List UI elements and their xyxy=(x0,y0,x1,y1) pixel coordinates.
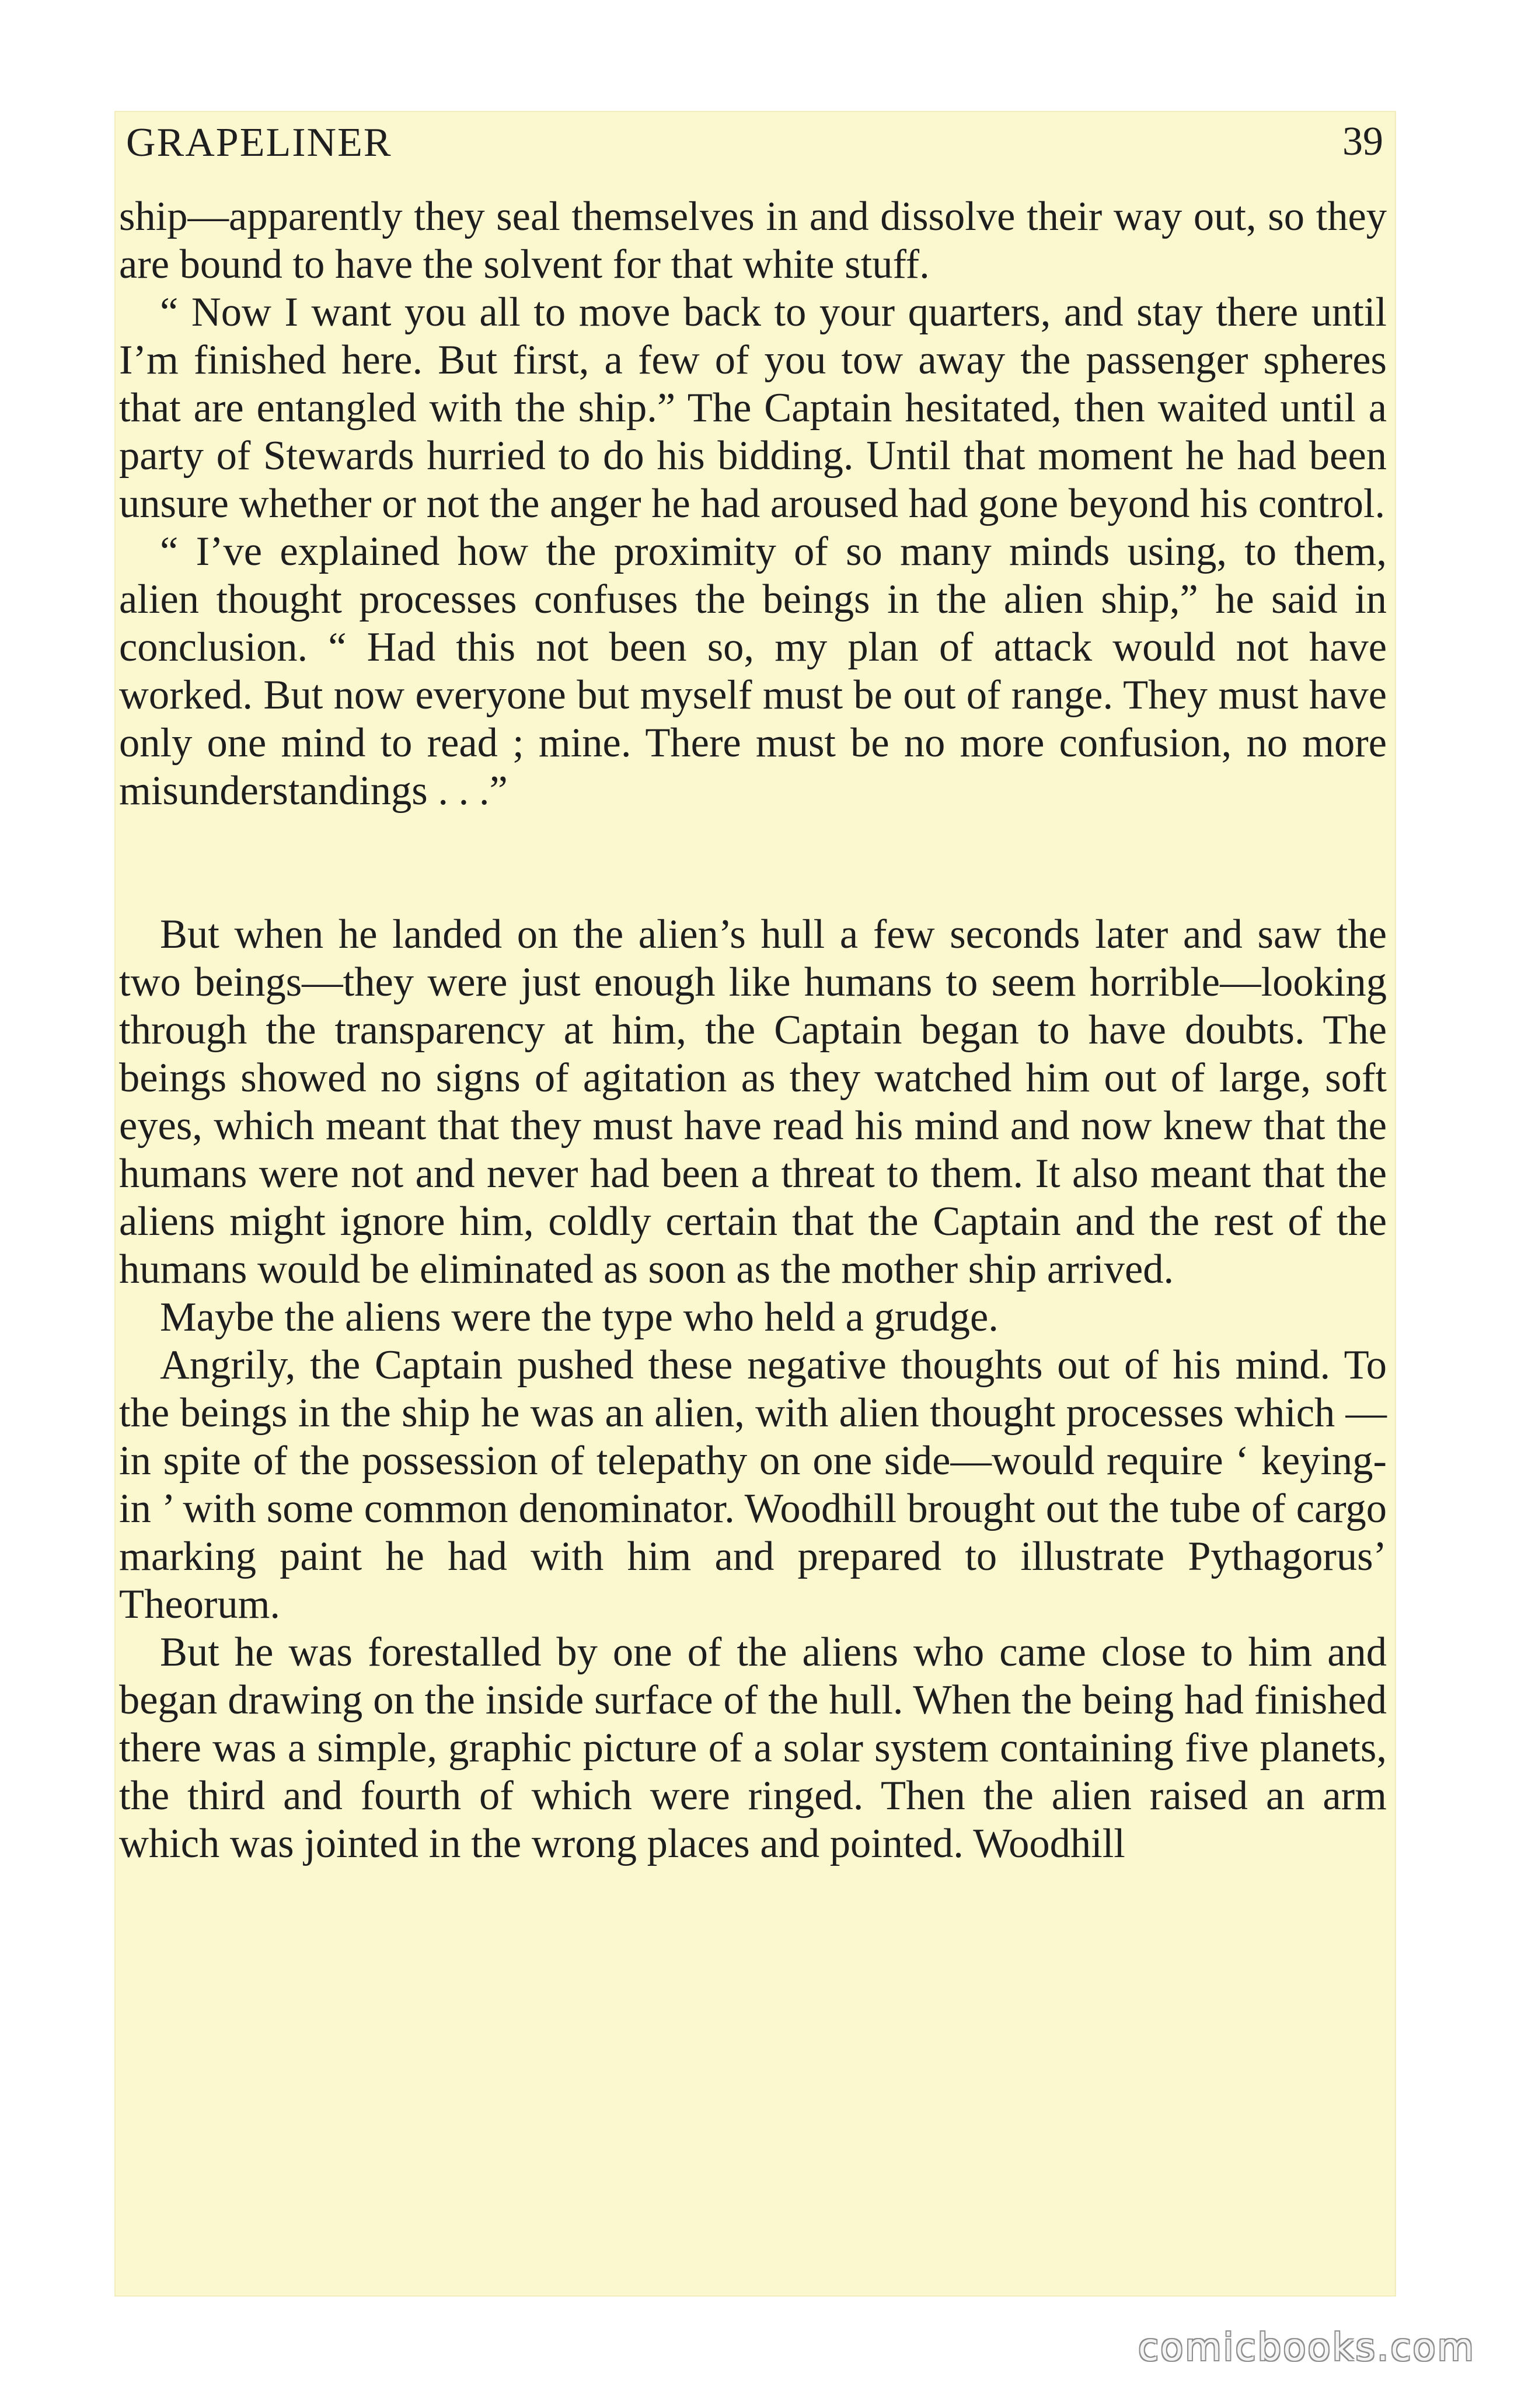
book-page xyxy=(114,111,1396,2297)
section-break xyxy=(119,815,1387,910)
paragraph-3: “ I’ve explained how the proximity of so many minds using, to them, alien thought processes confuses the beings in the alien ship,” he said in conclusion. “ Had this not been so, my plan of attack would not have worked. But now everyone but myself must be out of range. They must have only one mind to read ; mine. There must be no more confusion, no more misunderstandings . . .” xyxy=(119,529,1387,814)
paragraph-5: Maybe the aliens were the type who held a grudge. xyxy=(160,1294,999,1340)
running-title: GRAPELINER xyxy=(126,120,392,165)
body-text xyxy=(119,193,1387,1868)
paragraph-7: But he was forestalled by one of the aliens who came close to him and began drawing on the inside surface of the hull. When the being had finished there was a simple, graphic picture of a solar system containing five planets, the third and fourth of which were ringed. Then the alien raised an arm which was jointed in the wrong places and pointed. Woodhill xyxy=(119,1629,1387,1866)
page-number: 39 xyxy=(1342,119,1383,164)
paragraph-1: ship—apparently they seal themselves in and dissolve their way out, so they are bound to have the solvent for that white stuff. xyxy=(119,194,1387,287)
running-head xyxy=(126,116,1383,186)
paragraph-2: “ Now I want you all to move back to your quarters, and stay there until I’m finished here. But first, a few of you tow away the passenger spheres that are entangled with the ship.” The Captain hesitated, then waited until a party of Stewards hurried to do his bidding. Until that moment he had been unsure whether or not the anger he had aroused had gone beyond his control. xyxy=(119,289,1387,526)
watermark: comicbooks.com xyxy=(1138,2326,1475,2369)
paragraph-4: But when he landed on the alien’s hull a few seconds later and saw the two beings—they were just enough like humans to seem horrible—looking through the transparency at him, the Captain began to have doubts. The beings showed no signs of agitation as they watched him out of large, soft eyes, which meant that they must have read his mind and now knew that the humans were not and never had been a threat to them. It also meant that the aliens might ignore him, coldly certain that the Captain and the rest of the humans would be eliminated as soon as the mother ship arrived. xyxy=(119,912,1387,1292)
paragraph-6: Angrily, the Captain pushed these negative thoughts out of his mind. To the beings in the ship he was an alien, with alien thought processes which — in spite of the possession of telepathy on one side—would require ‘ keying-in ’ with some common denominator. Woodhill brought out the tube of cargo marking paint he had with him and prepared to illustrate Pythagorus’ Theorum. xyxy=(119,1342,1387,1627)
